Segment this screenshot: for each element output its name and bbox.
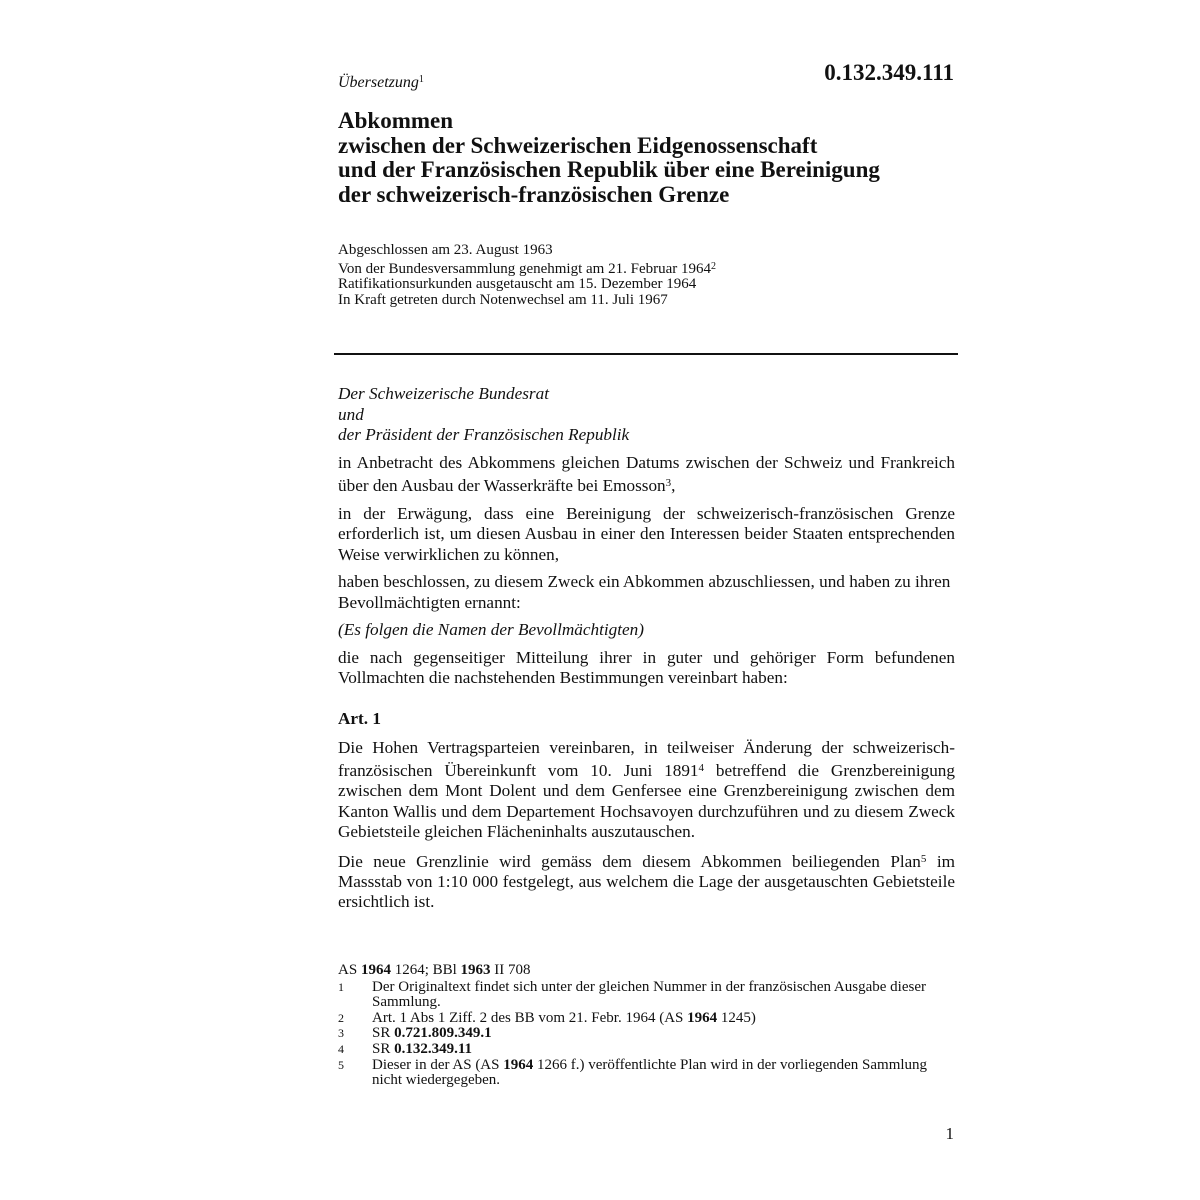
title-line: zwischen der Schweizerischen Eidgenossenschaft — [338, 132, 818, 158]
footnote-number: 2 — [338, 1010, 344, 1025]
footnote-text: SR 0.132.349.11 — [372, 1040, 473, 1057]
plenipotentiaries-note: (Es folgen die Namen der Bevollmächtigten) — [338, 620, 644, 639]
footnote-text: Der Originaltext findet sich unter der gleichen Nummer in der französischen Ausgabe dieser Sammlung. — [372, 978, 926, 1011]
article-1-paragraph-1: Die Hohen Vertragsparteien vereinbaren, in teilweiser Änderung der schweizerisch-französischen Übereinkunft vom 10. Juni 1891$^4$ betreffend die Grenzbereinigung zwischen dem Mont Dolent und dem Genfersee eine Grenzbereinigung zwischen dem Kanton Wallis und dem Departement Hochsavoyen durchzuführen und zu diesem Zweck Gebietsteile gleichen Flächeninhalts auszutauschen. — [338, 738, 955, 841]
concluded-date: Abgeschlossen am 23. August 1963 — [338, 242, 553, 258]
footnote-number: 5 — [338, 1057, 344, 1072]
article-1-heading: Art. 1 — [338, 709, 381, 728]
footnote-text: Art. 1 Abs 1 Ziff. 2 des BB vom 21. Febr. 1964 (AS 1964 1245) — [372, 1009, 756, 1026]
footnote-1 — [338, 980, 955, 1011]
article-1-paragraph-2: Die neue Grenzlinie wird gemäss dem diesem Abkommen beiliegenden Plan$^5$ im Massstab von 1:10 000 festgelegt, aus welchem die Lage der ausgetauschten Gebietsteile ersichtlich ist. — [338, 852, 955, 912]
in-force-date: In Kraft getreten durch Notenwechsel am 11. Juli 1967 — [338, 291, 668, 308]
divider — [334, 353, 958, 355]
recital-2: in der Erwägung, dass eine Bereinigung der schweizerisch-französischen Grenze erforderlich ist, um diesen Ausbau in einer den Interessen beider Staaten entsprechenden Weise verwirklichen zu können, — [338, 503, 955, 564]
footnote-ref-4[interactable]: 4 — [698, 762, 705, 775]
footnote-text: SR 0.721.809.349.1 — [372, 1025, 492, 1042]
footnote-ref-5[interactable]: 5 — [920, 853, 927, 866]
closing-clause: die nach gegenseitiger Mitteilung ihrer in guter und gehöriger Form befundenen Vollmachten die nachstehenden Bestimmungen vereinbart haben: — [338, 647, 955, 687]
recital-1: in Anbetracht des Abkommens gleichen Datums zwischen der Schweiz und Frankreich über den Ausbau der Wasserkräfte bei Emosson$^3$, — [338, 452, 955, 495]
footnote-number: 1 — [338, 979, 344, 994]
sr-number: 0.132.349.111 — [824, 60, 954, 85]
footnote-number: 4 — [338, 1041, 344, 1056]
footnote-4 — [338, 1042, 955, 1058]
party-swiss: Der Schweizerische Bundesrat — [338, 384, 549, 403]
footnotes — [338, 963, 955, 1089]
approval-date: Von der Bundesversammlung genehmigt am 21. Februar 1964$^2$ — [338, 260, 716, 277]
article-1-body — [338, 738, 955, 913]
party-french: der Präsident der Französischen Republik — [338, 425, 630, 444]
source-reference: AS 1964 1264; BBl 1963 II 708 — [338, 962, 531, 978]
footnote-5 — [338, 1058, 955, 1089]
party-conjunction: und — [338, 404, 364, 424]
footnote-text: Dieser in der AS (AS 1964 1266 f.) veröffentlichte Plan wird in der vorliegenden Sammlung nicht wiedergegeben. — [372, 1056, 928, 1089]
footnote-2 — [338, 1011, 955, 1027]
footnote-number: 3 — [338, 1026, 344, 1041]
translation-label: Übersetzung$^1$ — [338, 74, 424, 91]
footnote-3 — [338, 1026, 955, 1042]
preamble — [338, 384, 955, 689]
title-line: der schweizerisch-französischen Grenze — [338, 181, 730, 207]
document-title — [338, 109, 958, 207]
decision: haben beschlossen, zu diesem Zweck ein Abkommen abzuschliessen, und haben zu ihren Bevollmächtigten ernannt: — [338, 572, 951, 612]
footnote-ref-3[interactable]: 3 — [665, 477, 672, 489]
treaty-dates — [338, 243, 958, 308]
title-line: Abkommen — [338, 108, 454, 133]
footnote-ref-2[interactable]: 2 — [711, 260, 716, 272]
ratification-date: Ratifikationsurkunden ausgetauscht am 15. Dezember 1964 — [338, 276, 697, 293]
footnote-ref-1[interactable]: 1 — [418, 74, 424, 85]
page-number: 1 — [945, 1124, 954, 1143]
title-line: und der Französischen Republik über eine Bereinigung — [338, 157, 880, 182]
